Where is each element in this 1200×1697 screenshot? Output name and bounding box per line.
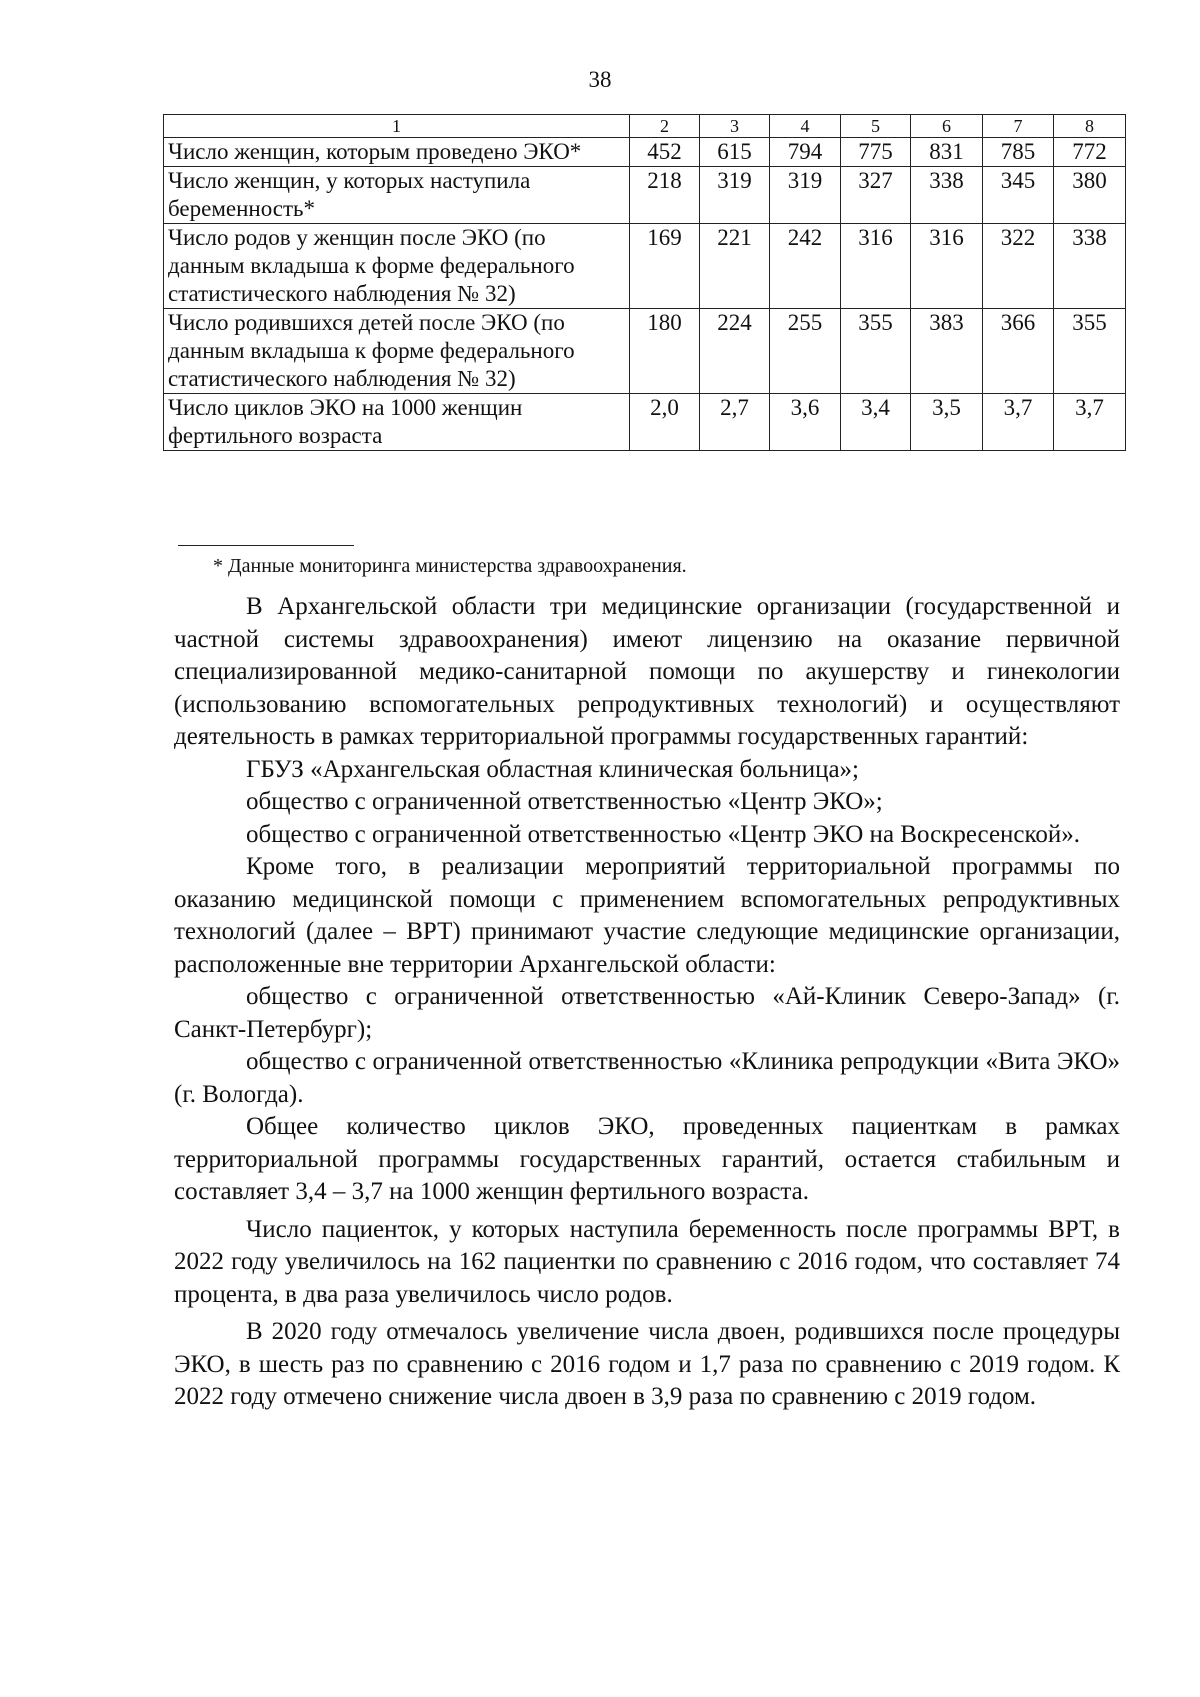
- table-cell: 322: [983, 224, 1054, 309]
- paragraph: Общее количество циклов ЭКО, проведенных пациенткам в рамках территориальной программы государственных гарантий, остается стабильным и составляет 3,4 – 3,7 на 1000 женщин фертильного возраста.: [174, 1113, 1120, 1205]
- table-row: [164, 138, 1126, 167]
- table-cell: 338: [911, 167, 983, 224]
- table-cell: 180: [630, 309, 700, 394]
- table-cell: 383: [911, 309, 983, 394]
- table-cell: 366: [983, 309, 1054, 394]
- table-header-cell: 2: [630, 115, 700, 138]
- table-header-cell: 7: [983, 115, 1054, 138]
- row-label: Число родившихся детей после ЭКО (по данным вкладыша к форме федерального статистического наблюдения № 32): [164, 309, 630, 394]
- paragraph: В 2020 году отмечалось увеличение числа двоен, родившихся после процедуры ЭКО, в шесть раз по сравнению с 2016 годом и 1,7 раза по сравнению с 2019 годом. К 2022 году отмечено снижение числа двоен в 3,9 раза по сравнению с 2019 годом.: [174, 1318, 1120, 1410]
- table-header-cell: 8: [1054, 115, 1126, 138]
- table-cell: 452: [630, 138, 700, 167]
- table-cell: 218: [630, 167, 700, 224]
- table-row: [164, 224, 1126, 309]
- paragraph: Кроме того, в реализации мероприятий территориальной программы по оказанию медицинской помощи с применением вспомогательных репродуктивных технологий (далее – ВРТ) принимают участие следующие медицинские организации, расположенные вне территории Архангельской области:: [174, 853, 1120, 978]
- table-cell: 3,7: [983, 394, 1054, 451]
- table-cell: 224: [700, 309, 770, 394]
- paragraph: В Архангельской области три медицинские организации (государственной и частной системы здравоохранения) имеют лицензию на оказание первичной специализированной медико-санитарной помощи по акушерству и гинекологии (использованию вспомогательных репродуктивных технологий) и осуществляют деятельность в рамках территориальной программы государственных гарантий:: [174, 593, 1120, 750]
- table-cell: 316: [911, 224, 983, 309]
- statistics-table: [163, 114, 1126, 451]
- footnote-divider: [178, 545, 354, 546]
- table-cell: 2,0: [630, 394, 700, 451]
- table-cell: 338: [1054, 224, 1126, 309]
- body-text: [174, 591, 1120, 1414]
- table-cell: 319: [770, 167, 841, 224]
- table-header-row: [164, 115, 1126, 138]
- paragraph: Число пациенток, у которых наступила беременность после программы ВРТ, в 2022 году увеличилось на 162 пациентки по сравнению с 2016 годом, что составляет 74 процента, в два раза увеличилось число родов.: [174, 1215, 1120, 1308]
- table-cell: 355: [1054, 309, 1126, 394]
- list-item: общество с ограниченной ответственностью «Ай-Клиник Северо-Запад» (г. Санкт-Петербург);: [174, 983, 1120, 1043]
- table-cell: 169: [630, 224, 700, 309]
- row-label: Число циклов ЭКО на 1000 женщин фертильного возраста: [164, 394, 630, 451]
- table-cell: 319: [700, 167, 770, 224]
- table-header-cell: 6: [911, 115, 983, 138]
- table-cell: 785: [983, 138, 1054, 167]
- table-cell: 3,6: [770, 394, 841, 451]
- list-item: общество с ограниченной ответственностью «Клиника репродукции «Вита ЭКО» (г. Вологда).: [174, 1048, 1120, 1108]
- table-cell: 775: [841, 138, 911, 167]
- table-row: [164, 394, 1126, 451]
- table-cell: 380: [1054, 167, 1126, 224]
- list-item: общество с ограниченной ответственностью «Центр ЭКО»;: [246, 788, 883, 815]
- table-cell: 242: [770, 224, 841, 309]
- row-label: Число женщин, которым проведено ЭКО*: [164, 138, 630, 167]
- table-cell: 3,7: [1054, 394, 1126, 451]
- table-cell: 327: [841, 167, 911, 224]
- table-cell: 355: [841, 309, 911, 394]
- table-cell: 345: [983, 167, 1054, 224]
- table-cell: 316: [841, 224, 911, 309]
- table-cell: 255: [770, 309, 841, 394]
- table-cell: 772: [1054, 138, 1126, 167]
- row-label: Число родов у женщин после ЭКО (по данным вкладыша к форме федерального статистического наблюдения № 32): [164, 224, 630, 309]
- table-cell: 2,7: [700, 394, 770, 451]
- table-cell: 615: [700, 138, 770, 167]
- table-cell: 3,4: [841, 394, 911, 451]
- list-item: общество с ограниченной ответственностью «Центр ЭКО на Воскресенской».: [246, 820, 1081, 848]
- table-header-cell: 3: [700, 115, 770, 138]
- table-cell: 794: [770, 138, 841, 167]
- table-row: [164, 167, 1126, 224]
- table-cell: 3,5: [911, 394, 983, 451]
- table-header-cell: 1: [164, 115, 630, 138]
- table-cell: 221: [700, 224, 770, 309]
- table-row: [164, 309, 1126, 394]
- row-label: Число женщин, у которых наступила беременность*: [164, 167, 630, 224]
- table-header-cell: 5: [841, 115, 911, 138]
- table-cell: 831: [911, 138, 983, 167]
- list-item: ГБУЗ «Архангельская областная клиническая больница»;: [246, 755, 860, 783]
- table-header-cell: 4: [770, 115, 841, 138]
- page-number: 38: [588, 67, 612, 92]
- footnote: * Данные мониторинга министерства здравоохранения.: [213, 555, 687, 577]
